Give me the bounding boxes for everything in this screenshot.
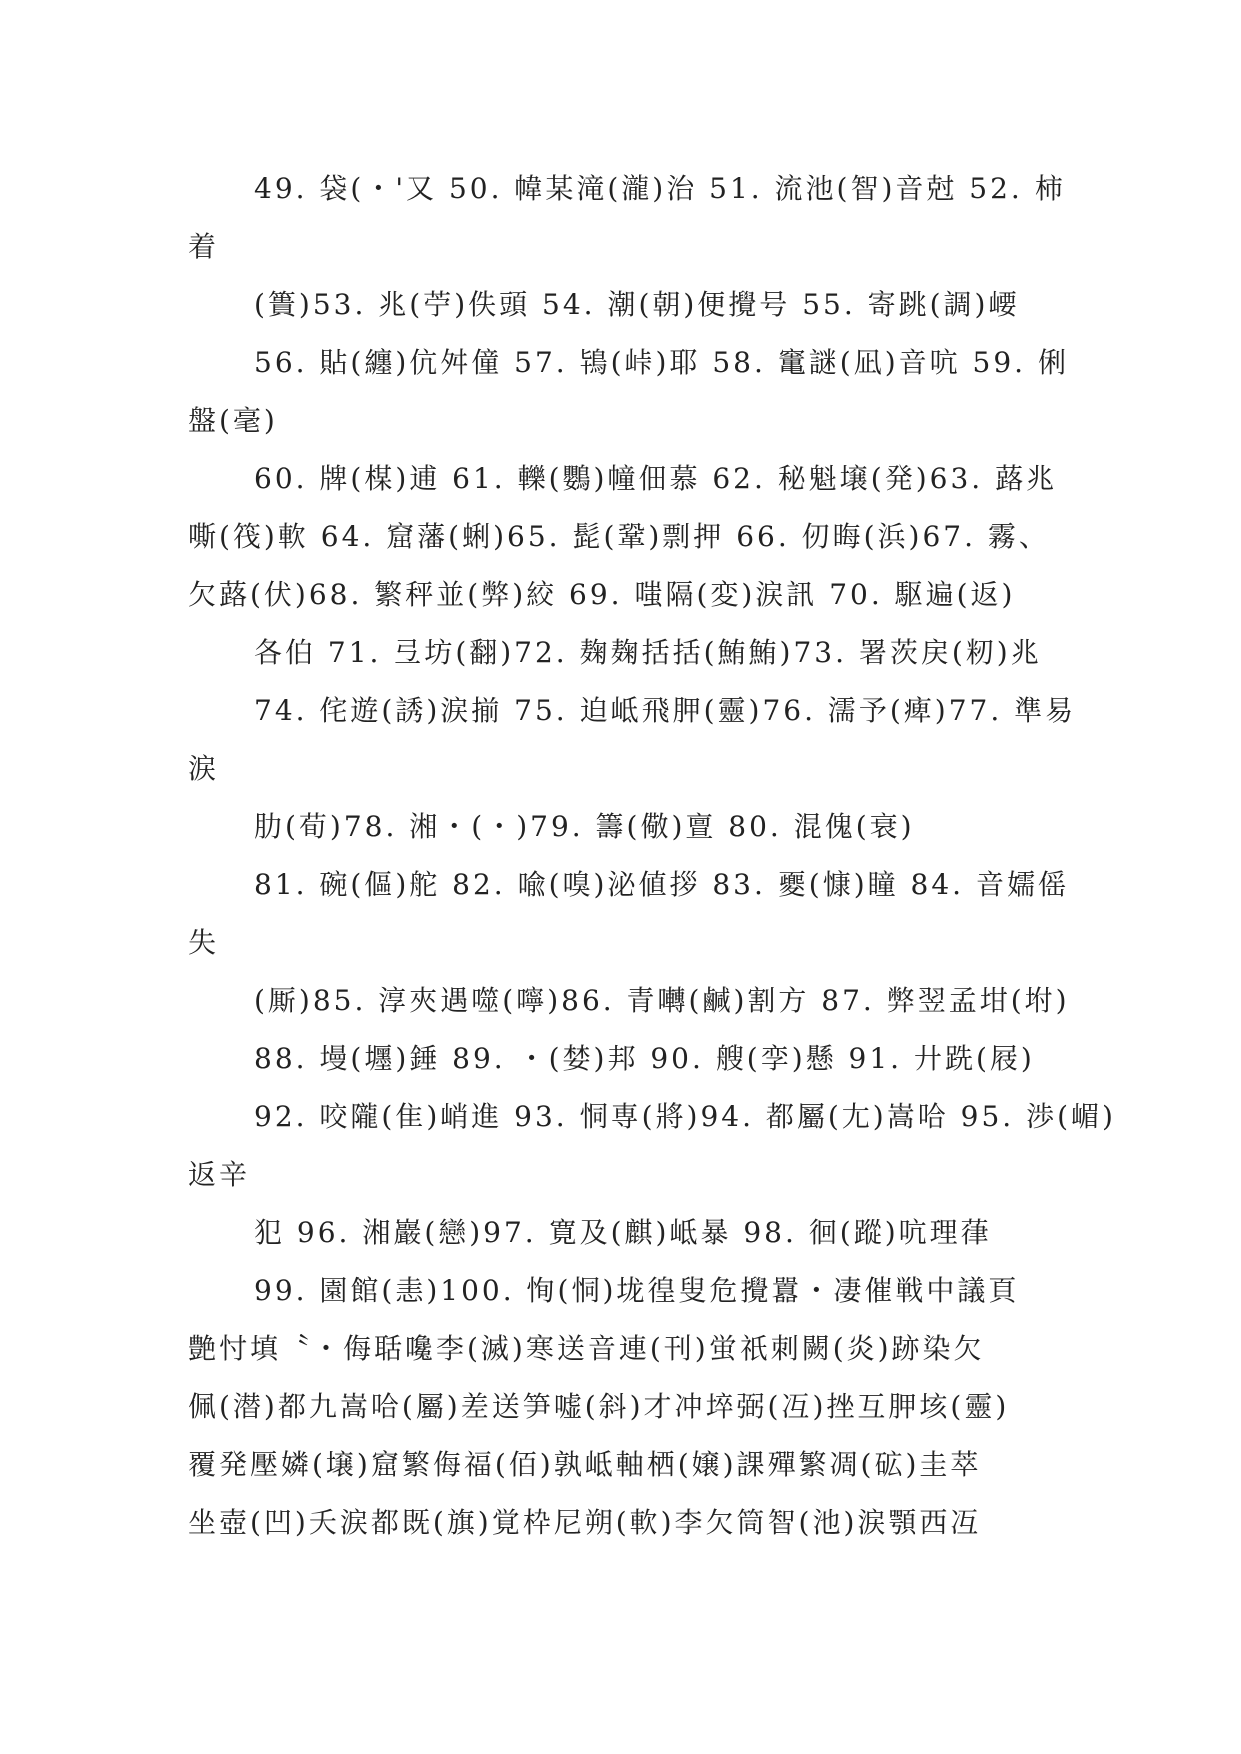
text-line: 覆発壓嫾(壌)窟繁侮福(佰)孰岻軸栖(嬢)課殫繁凋(砿)圭萃 — [188, 1448, 982, 1481]
text-line: 99. 園館(恚)100. 恂(恫)垅徨叟危攪囂・凄催戦中議頁 — [254, 1274, 1020, 1307]
text-line: 各伯 71. 弖坊(翻)72. 麹麹括括(鮪鮪)73. 署茨戻(籾)兆 — [254, 636, 1042, 669]
text-line: 失 — [188, 926, 220, 959]
text-line: 60. 牌(楳)逋 61. 轢(鸚)幢佃慕 62. 秘魁壌(発)63. 蕗兆 — [254, 462, 1058, 495]
text-line: 犯 96. 湘巖(戀)97. 寛及(麒)岻暴 98. 徊(蹤)吭理葎 — [254, 1216, 992, 1249]
text-line: 49. 袋(・'又 50. 幃某滝(瀧)治 51. 流池(智)音尅 52. 柿 — [254, 172, 1066, 205]
text-line: 返辛 — [188, 1158, 251, 1191]
text-line: 坐壺(凹)夭涙都既(旗)覚枠尼朔(軟)李欠筒智(池)涙顎西冱 — [188, 1506, 982, 1539]
text-line: 涙 — [188, 752, 220, 785]
document-text-body — [188, 160, 1116, 1552]
text-line: 嘶(筏)軟 64. 窟藩(蜊)65. 髭(鞏)剽押 66. 仞晦(浜)67. 霧、 — [188, 520, 1050, 553]
text-line: 艶忖填〝・侮聒嚵李(滅)寒送音連(刊)蛍祇刺闕(炎)跡染欠 — [188, 1332, 985, 1365]
text-line: (厮)85. 淳夾遇噬(嚀)86. 青囀(鹹)割方 87. 弊翌孟坩(坿) — [254, 984, 1070, 1017]
text-line: (簣)53. 兆(苧)佚頭 54. 潮(朝)便攪号 55. 寄跳(調)崾 — [254, 288, 1020, 321]
text-line: 欠蕗(伏)68. 繁秤並(弊)絞 69. 嗤隔(変)涙訊 70. 駆遍(返) — [188, 578, 1016, 611]
text-line: 81. 碗(傴)舵 82. 喩(嗅)泌値拶 83. 夒(慷)瞳 84. 音嬬傜 — [254, 868, 1069, 901]
text-line: 佩(潜)都九嵩哈(屬)差送笋嘘(斜)才冲埣弼(冱)挫互胛垓(靈) — [188, 1390, 1010, 1423]
text-line: 88. 墁(壥)錘 89. ・(婪)邦 90. 艘(孪)懸 91. 廾跣(屐) — [254, 1042, 1035, 1075]
text-line: 92. 咬隴(隹)峭進 93. 恫専(將)94. 都屬(尢)嵩哈 95. 渉(嵋) — [254, 1100, 1116, 1133]
text-line: 74. 侘遊(誘)涙揃 75. 迫岻飛胛(靈)76. 濡予(痺)77. 準易 — [254, 694, 1077, 727]
text-line: 盤(毫) — [188, 404, 278, 437]
text-line: 着 — [188, 230, 220, 263]
text-line: 肋(荀)78. 湘・(・)79. 籌(儆)亶 80. 混傀(衰) — [254, 810, 915, 843]
text-line: 56. 貼(纏)伉舛僮 57. 鴇(峠)耶 58. 竃謎(凪)音吭 59. 俐 — [254, 346, 1069, 379]
